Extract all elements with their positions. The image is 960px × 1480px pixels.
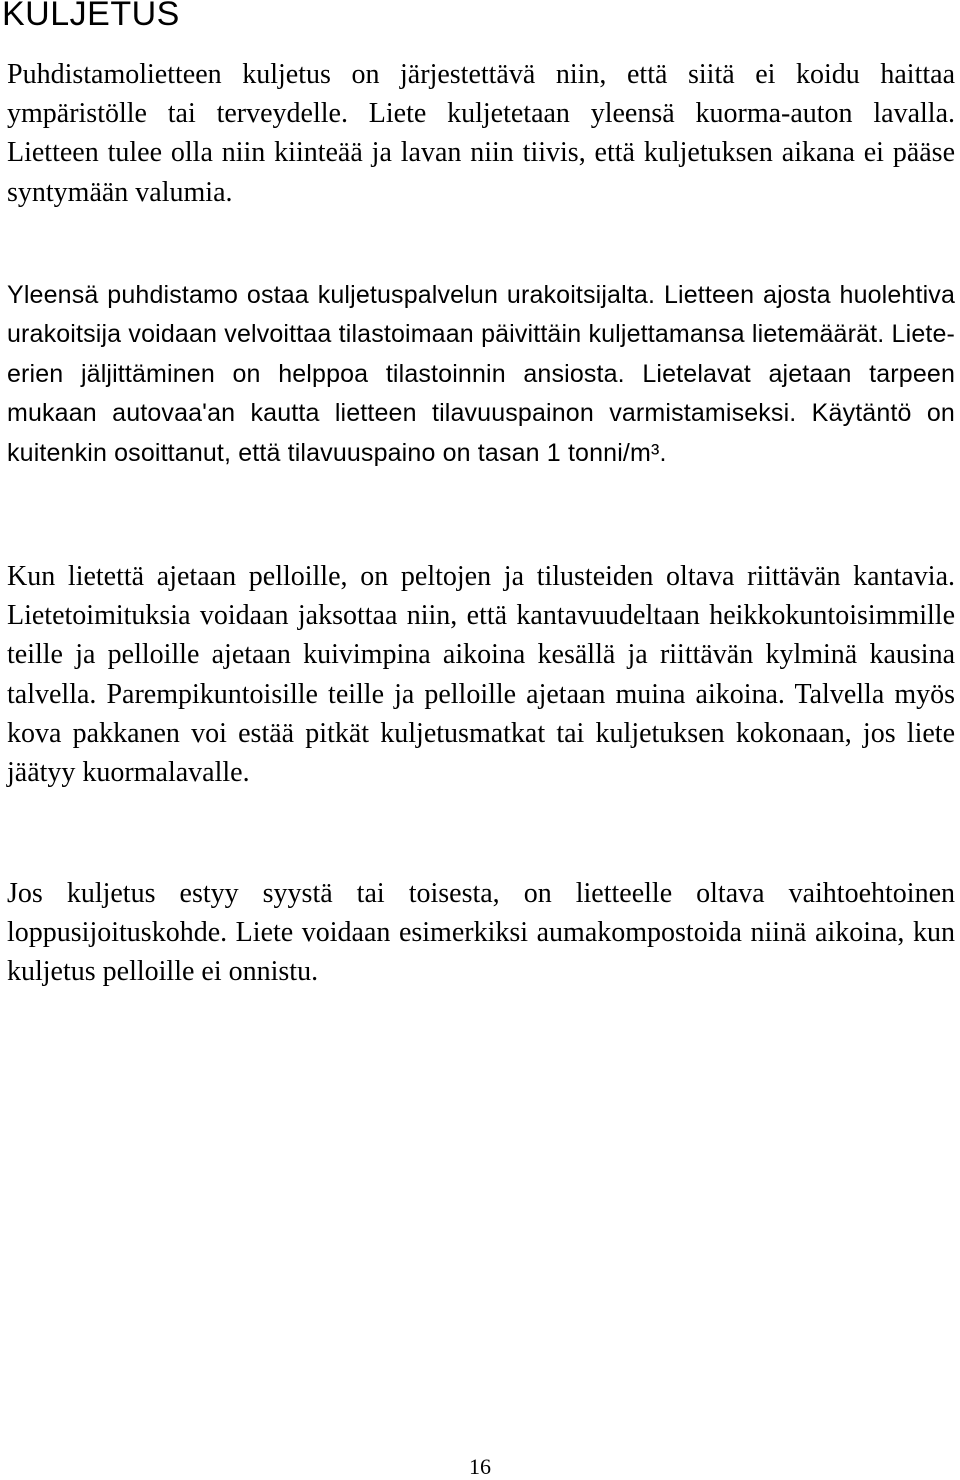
paragraph-2: Yleensä puhdistamo ostaa kuljetuspalvelun urakoitsijalta. Lietteen ajosta huolehtiva urakoitsija voidaan velvoittaa tilastoimaan päivittäin kuljettamansa lietemäärät. Liete-erien jäljittäminen on helppoa tilastoinnin ansiosta. Lietelavat ajetaan tarpeen mukaan autovaa'an kautta lietteen tilavuuspainon varmistamiseksi. Käytäntö on kuitenkin osoittanut, että tilavuuspaino on tasan 1 tonni/m³.: [7, 281, 955, 467]
paragraph-3: Kun lietettä ajetaan pelloille, on peltojen ja tilusteiden oltava riittävän kantavia. Lietetoimituksia voidaan jaksottaa niin, että kantavuudeltaan heikkokuntoisimmille teille ja pelloille ajetaan kuivimpina aikoina kesällä ja riittävän kylminä kausina talvella. Parempikuntoisille teille ja pelloille ajetaan muina aikoina. Talvella myös kova pakkanen voi estää pitkät kuljetusmatkat tai kuljetuksen kokonaan, jos liete jäätyy kuormalavalle.: [7, 561, 955, 789]
paragraph-4: Jos kuljetus estyy syystä tai toisesta, on lietteelle oltava vaihtoehtoinen loppusijoituskohde. Liete voidaan esimerkiksi aumakompostoida niinä aikoina, kun kuljetus pelloille ei onnistu.: [7, 878, 955, 988]
page-number: 16: [469, 1454, 491, 1479]
paragraph-1: Puhdistamolietteen kuljetus on järjestettävä niin, että siitä ei koidu haittaa ympäristölle tai terveydelle. Liete kuljetetaan yleensä kuorma-auton lavalla. Lietteen tulee olla niin kiinteää ja lavan niin tiivis, että kuljetuksen aikana ei pääse syntymään valumia.: [7, 59, 955, 208]
page-heading: KULJETUS: [2, 0, 180, 33]
